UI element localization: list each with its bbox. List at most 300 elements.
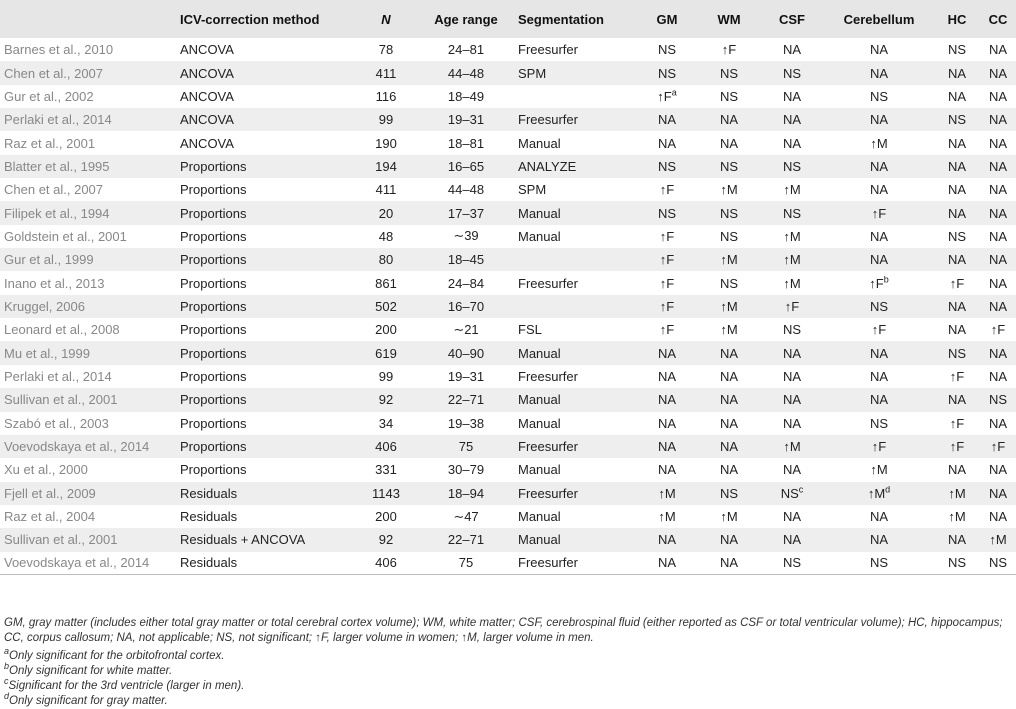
- cell-segmentation: Manual: [518, 532, 561, 548]
- cell-hc: ↑F: [949, 439, 965, 455]
- cell-segmentation: Manual: [518, 462, 561, 478]
- cell-wm: NS: [719, 205, 739, 221]
- cell-segmentation: Manual: [518, 135, 561, 151]
- cell-segmentation: [518, 295, 636, 318]
- cell-cerebellum: ↑M: [870, 135, 888, 151]
- cell-age-range: 24–84: [447, 275, 485, 291]
- table-row: [0, 318, 1016, 341]
- cell-age-range: 16–70: [447, 298, 485, 314]
- cell-study: Voevodskaya et al., 2014: [4, 439, 150, 455]
- cell-cc: NA: [988, 42, 1008, 58]
- footnote-abbreviations: GM, gray matter (includes either total gray matter or total cerebral cortex volume); WM, white matter; CSF, cerebrospinal fluid (either reported as CSF or total ventricular volume); HC, hippocampus; CC, corpus callosum; NA, not applicable; NS, not significant; ↑F, larger volume in women; ↑M, larger volume in men.: [4, 617, 1003, 644]
- cell-study: Chen et al., 2007: [4, 65, 104, 81]
- cell-n: 406: [375, 439, 397, 455]
- cell-segmentation: Freesurfer: [518, 485, 578, 501]
- cell-hc: ↑F: [949, 415, 965, 431]
- cell-method: ANCOVA: [180, 112, 234, 128]
- cell-study: Mu et al., 1999: [4, 345, 90, 361]
- cell-n: 619: [375, 345, 397, 361]
- cell-study: Perlaki et al., 2014: [4, 112, 112, 128]
- header-n: N: [381, 11, 391, 27]
- cell-method: ANCOVA: [180, 135, 234, 151]
- table-row: [0, 108, 1016, 131]
- cell-age-range: 24–81: [447, 42, 485, 58]
- cell-n: 116: [375, 88, 397, 104]
- cell-segmentation: ANALYZE: [518, 158, 577, 174]
- cell-cc: NA: [988, 205, 1008, 221]
- footnote-mark: d: [4, 691, 10, 702]
- cell-hc: NS: [947, 345, 967, 361]
- cell-study: Fjell et al., 2009: [4, 485, 96, 501]
- cell-cerebellum: NA: [869, 65, 889, 81]
- cell-n: 99: [378, 112, 394, 128]
- table-row: [0, 38, 1016, 61]
- cell-cc: NA: [988, 415, 1008, 431]
- cell-method: Residuals + ANCOVA: [180, 532, 306, 548]
- cell-n: 20: [378, 205, 394, 221]
- cell-method: Residuals: [180, 555, 238, 571]
- cell-study: Filipek et al., 1994: [4, 205, 110, 221]
- cell-cc: ↑F: [990, 322, 1006, 338]
- cell-cerebellum: NA: [869, 42, 889, 58]
- cell-age-range: 30–79: [447, 462, 485, 478]
- footnote-marker: b: [883, 274, 889, 285]
- cell-hc: NA: [947, 158, 967, 174]
- cell-n: 194: [375, 158, 397, 174]
- cell-study: Perlaki et al., 2014: [4, 368, 112, 384]
- cell-csf: NA: [782, 532, 802, 548]
- cell-study: Gur et al., 1999: [4, 252, 94, 268]
- cell-wm: NS: [719, 158, 739, 174]
- cell-cc: NA: [988, 275, 1008, 291]
- cell-n: 80: [378, 252, 394, 268]
- cell-hc: NA: [947, 88, 967, 104]
- cell-n: 331: [375, 462, 397, 478]
- cell-n: 200: [375, 322, 397, 338]
- cell-age-range: 18–49: [447, 88, 485, 104]
- cell-csf: NA: [782, 368, 802, 384]
- cell-csf: ↑M: [783, 439, 801, 455]
- table-row: [0, 248, 1016, 271]
- cell-study: Chen et al., 2007: [4, 182, 104, 198]
- table-row: [0, 458, 1016, 481]
- header-cc: CC: [988, 11, 1008, 27]
- header-row: [0, 0, 1016, 38]
- cell-cc: NA: [988, 462, 1008, 478]
- cell-hc: NA: [947, 252, 967, 268]
- cell-method: Proportions: [180, 368, 247, 384]
- cell-hc: ↑M: [948, 485, 966, 501]
- cell-study: Kruggel, 2006: [4, 298, 85, 314]
- cell-wm: NS: [719, 65, 739, 81]
- cell-age-range: 44–48: [447, 182, 485, 198]
- cell-wm: NS: [719, 275, 739, 291]
- cell-cc: NA: [988, 112, 1008, 128]
- cell-cerebellum: NS: [869, 298, 889, 314]
- cell-wm: ↑M: [720, 322, 738, 338]
- cell-gm: NS: [657, 158, 677, 174]
- footnote-mark: a: [4, 646, 10, 657]
- cell-gm: NS: [657, 65, 677, 81]
- footnote-item: [4, 661, 1012, 679]
- cell-study: Raz et al., 2001: [4, 135, 96, 151]
- header-study: [0, 0, 180, 38]
- footnote-mark: b: [4, 661, 10, 672]
- cell-gm: NA: [657, 415, 677, 431]
- cell-hc: NS: [947, 228, 967, 244]
- table-row: [0, 178, 1016, 201]
- cell-age-range: 17–37: [447, 205, 485, 221]
- table-footnotes: [4, 616, 1012, 709]
- cell-gm: ↑F: [659, 322, 675, 338]
- table-row: [0, 528, 1016, 551]
- cell-segmentation: FSL: [518, 322, 542, 338]
- cell-gm: NA: [657, 345, 677, 361]
- cell-cerebellum: NS: [869, 88, 889, 104]
- cell-n: 502: [375, 298, 397, 314]
- cell-gm: NA: [657, 368, 677, 384]
- cell-age-range: 40–90: [447, 345, 485, 361]
- cell-segmentation: Manual: [518, 205, 561, 221]
- cell-cerebellum: NA: [869, 158, 889, 174]
- cell-wm: NS: [719, 88, 739, 104]
- cell-cerebellum: NA: [869, 392, 889, 408]
- cell-hc: NA: [947, 205, 967, 221]
- cell-cerebellum: ↑F: [871, 205, 887, 221]
- cell-gm: ↑F: [659, 298, 675, 314]
- cell-csf: ↑F: [784, 298, 800, 314]
- cell-method: ANCOVA: [180, 88, 234, 104]
- cell-hc: NA: [947, 532, 967, 548]
- footnote-item: [4, 646, 1012, 664]
- cell-gm: NS: [657, 205, 677, 221]
- cell-method: Proportions: [180, 158, 247, 174]
- table-row: [0, 201, 1016, 224]
- cell-n: 411: [375, 182, 397, 198]
- cell-age-range: 16–65: [447, 158, 485, 174]
- cell-gm: NA: [657, 462, 677, 478]
- cell-cerebellum: NA: [869, 368, 889, 384]
- table-row: [0, 295, 1016, 318]
- cell-gm: NA: [657, 392, 677, 408]
- cell-segmentation: Freesurfer: [518, 112, 578, 128]
- cell-method: Residuals: [180, 485, 238, 501]
- table-row: [0, 552, 1016, 575]
- cell-age-range: 75: [458, 555, 474, 571]
- cell-segmentation: Manual: [518, 228, 561, 244]
- cell-age-range: 44–48: [447, 65, 485, 81]
- cell-csf: NA: [782, 392, 802, 408]
- cell-cerebellum: $↑M^d$: [867, 484, 891, 501]
- cell-wm: NA: [719, 555, 739, 571]
- header-wm: WM: [717, 11, 741, 27]
- cell-method: Proportions: [180, 462, 247, 478]
- cell-study: Inano et al., 2013: [4, 275, 105, 291]
- cell-cerebellum: NA: [869, 532, 889, 548]
- cell-cerebellum: NA: [869, 112, 889, 128]
- cell-gm: ↑M: [658, 485, 676, 501]
- cell-wm: ↑F: [721, 42, 737, 58]
- cell-segmentation: Manual: [518, 509, 561, 525]
- cell-csf: NS: [782, 322, 802, 338]
- footnote-marker: a: [671, 87, 677, 98]
- cell-study: Szabó et al., 2003: [4, 415, 109, 431]
- cell-method: Proportions: [180, 275, 247, 291]
- cell-gm: ↑F: [659, 252, 675, 268]
- cell-csf: ↑M: [783, 228, 801, 244]
- cell-segmentation: SPM: [518, 182, 547, 198]
- cell-method: Residuals: [180, 509, 238, 525]
- cell-wm: NA: [719, 462, 739, 478]
- cell-n: 99: [378, 368, 394, 384]
- cell-method: Proportions: [180, 439, 247, 455]
- header-gm: GM: [656, 11, 678, 27]
- table-row: [0, 388, 1016, 411]
- cell-wm: NA: [719, 532, 739, 548]
- cell-hc: NA: [947, 298, 967, 314]
- header-csf: CSF: [779, 11, 805, 27]
- cell-gm: ↑M: [658, 509, 676, 525]
- table-row: [0, 412, 1016, 435]
- cell-cerebellum: ↑M: [870, 462, 888, 478]
- cell-csf: NS: [782, 158, 802, 174]
- cell-gm: ↑F: [659, 275, 675, 291]
- cell-cerebellum: NA: [869, 182, 889, 198]
- cell-segmentation: Freesurfer: [518, 275, 578, 291]
- header-segmentation: Segmentation: [518, 11, 604, 27]
- footnote-marker: d: [885, 484, 891, 495]
- cell-study: Goldstein et al., 2001: [4, 228, 127, 244]
- cell-gm: ↑F: [659, 182, 675, 198]
- cell-gm: NA: [657, 532, 677, 548]
- cell-segmentation: Freesurfer: [518, 555, 578, 571]
- cell-cc: NS: [988, 392, 1008, 408]
- cell-method: Proportions: [180, 298, 247, 314]
- cell-study: Voevodskaya et al., 2014: [4, 555, 150, 571]
- cell-cerebellum: NA: [869, 252, 889, 268]
- cell-cc: NA: [988, 298, 1008, 314]
- cell-segmentation: Freesurfer: [518, 368, 578, 384]
- cell-hc: NA: [947, 322, 967, 338]
- cell-n: 200: [375, 509, 397, 525]
- header-hc: HC: [947, 11, 967, 27]
- cell-csf: NA: [782, 135, 802, 151]
- cell-n: 92: [378, 392, 394, 408]
- cell-segmentation: [518, 85, 636, 108]
- cell-cerebellum: ↑F: [871, 322, 887, 338]
- cell-cc: ↑F: [990, 439, 1006, 455]
- cell-age-range: 19–38: [447, 415, 485, 431]
- cell-method: Proportions: [180, 345, 247, 361]
- cell-wm: NA: [719, 415, 739, 431]
- cell-n: 190: [375, 135, 397, 151]
- cell-hc: NA: [947, 65, 967, 81]
- cell-cc: NA: [988, 65, 1008, 81]
- footnote-marker: c: [798, 484, 804, 495]
- cell-gm: NA: [657, 112, 677, 128]
- cell-gm: NA: [657, 439, 677, 455]
- cell-csf: NS: [782, 555, 802, 571]
- cell-wm: NA: [719, 112, 739, 128]
- table-row: [0, 61, 1016, 84]
- cell-hc: NA: [947, 462, 967, 478]
- cell-cerebellum: NS: [869, 555, 889, 571]
- cell-csf: NA: [782, 462, 802, 478]
- cell-cc: NA: [988, 228, 1008, 244]
- footnote-item: [4, 676, 1012, 694]
- cell-wm: ↑M: [720, 252, 738, 268]
- footnote-item: [4, 691, 1012, 709]
- cell-method: Proportions: [180, 205, 247, 221]
- cell-csf: ↑M: [783, 182, 801, 198]
- cell-wm: NA: [719, 368, 739, 384]
- cell-wm: NA: [719, 439, 739, 455]
- cell-cc: NA: [988, 485, 1008, 501]
- cell-segmentation: Manual: [518, 415, 561, 431]
- cell-cc: NA: [988, 509, 1008, 525]
- cell-age-range: 18–81: [447, 135, 485, 151]
- cell-n: 411: [375, 65, 397, 81]
- cell-wm: ↑M: [720, 509, 738, 525]
- cell-n: 406: [375, 555, 397, 571]
- footnote-text: Only significant for gray matter.: [9, 695, 168, 707]
- cell-cerebellum: NA: [869, 345, 889, 361]
- cell-method: Proportions: [180, 392, 247, 408]
- cell-wm: NS: [719, 485, 739, 501]
- cell-wm: ↑M: [720, 298, 738, 314]
- cell-wm: NA: [719, 345, 739, 361]
- cell-n: 92: [378, 532, 394, 548]
- cell-age-range: ∼39: [453, 228, 479, 244]
- cell-age-range: 22–71: [447, 532, 485, 548]
- cell-age-range: 22–71: [447, 392, 485, 408]
- cell-segmentation: SPM: [518, 65, 547, 81]
- cell-cc: NA: [988, 158, 1008, 174]
- header-age-range: Age range: [434, 11, 498, 27]
- cell-n: 861: [375, 275, 397, 291]
- cell-cc: NA: [988, 135, 1008, 151]
- cell-hc: NS: [947, 112, 967, 128]
- cell-study: Sullivan et al., 2001: [4, 392, 118, 408]
- header-method: ICV-correction method: [180, 11, 320, 27]
- cell-n: 48: [378, 228, 394, 244]
- cell-csf: NS: [782, 65, 802, 81]
- table-row: [0, 271, 1016, 294]
- cell-wm: ↑M: [720, 182, 738, 198]
- cell-csf: NS: [782, 205, 802, 221]
- cell-cerebellum: NS: [869, 415, 889, 431]
- cell-hc: NS: [947, 555, 967, 571]
- cell-cc: NA: [988, 252, 1008, 268]
- footnote-mark: c: [4, 676, 9, 687]
- cell-gm: NA: [657, 135, 677, 151]
- cell-age-range: 18–45: [447, 252, 485, 268]
- cell-age-range: 19–31: [447, 112, 485, 128]
- cell-csf: NA: [782, 112, 802, 128]
- table-row: [0, 155, 1016, 178]
- cell-csf: NA: [782, 42, 802, 58]
- cell-hc: ↑F: [949, 368, 965, 384]
- cell-method: Proportions: [180, 252, 247, 268]
- cell-csf: NA: [782, 415, 802, 431]
- cell-study: Xu et al., 2000: [4, 462, 88, 478]
- cell-cc: NA: [988, 182, 1008, 198]
- cell-segmentation: Freesurfer: [518, 439, 578, 455]
- table-row: [0, 365, 1016, 388]
- table-row: [0, 341, 1016, 364]
- cell-study: Sullivan et al., 2001: [4, 532, 118, 548]
- cell-wm: NA: [719, 392, 739, 408]
- cell-age-range: 19–31: [447, 368, 485, 384]
- cell-csf: NA: [782, 509, 802, 525]
- cell-csf: NA: [782, 88, 802, 104]
- cell-cerebellum: NA: [869, 228, 889, 244]
- cell-hc: NA: [947, 135, 967, 151]
- cell-wm: NS: [719, 228, 739, 244]
- cell-segmentation: Manual: [518, 392, 561, 408]
- table-row: [0, 505, 1016, 528]
- cell-age-range: ∼47: [453, 508, 479, 524]
- header-cerebellum: Cerebellum: [843, 11, 915, 27]
- cell-cerebellum: NA: [869, 509, 889, 525]
- cell-n: 78: [378, 42, 394, 58]
- table-row: [0, 435, 1016, 458]
- cell-age-range: ∼21: [453, 321, 479, 337]
- cell-study: Blatter et al., 1995: [4, 158, 110, 174]
- cell-hc: NS: [947, 42, 967, 58]
- table-row: [0, 482, 1016, 505]
- cell-cc: NA: [988, 345, 1008, 361]
- cell-cc: NS: [988, 555, 1008, 571]
- cell-gm: NS: [657, 42, 677, 58]
- table-row: [0, 85, 1016, 108]
- cell-study: Leonard et al., 2008: [4, 322, 120, 338]
- cell-cerebellum: $↑F^b$: [869, 274, 889, 291]
- cell-method: Proportions: [180, 182, 247, 198]
- cell-hc: NA: [947, 392, 967, 408]
- cell-cc: NA: [988, 88, 1008, 104]
- cell-gm: NA: [657, 555, 677, 571]
- cell-method: ANCOVA: [180, 42, 234, 58]
- cell-study: Gur et al., 2002: [4, 88, 94, 104]
- cell-method: Proportions: [180, 415, 247, 431]
- cell-method: Proportions: [180, 322, 247, 338]
- cell-csf: NA: [782, 345, 802, 361]
- cell-csf: $NS^c$: [780, 484, 804, 501]
- cell-segmentation: Freesurfer: [518, 42, 578, 58]
- cell-csf: ↑M: [783, 275, 801, 291]
- cell-hc: ↑F: [949, 275, 965, 291]
- cell-study: Raz et al., 2004: [4, 509, 96, 525]
- cell-method: ANCOVA: [180, 65, 234, 81]
- cell-hc: ↑M: [948, 509, 966, 525]
- footnote-text: Only significant for white matter.: [9, 665, 173, 677]
- footnote-text: Significant for the 3rd ventricle (larger in men).: [8, 680, 245, 692]
- cell-age-range: 18–94: [447, 485, 485, 501]
- cell-gm: $↑F^a$: [657, 87, 677, 104]
- footnote-text: Only significant for the orbitofrontal cortex.: [9, 650, 225, 662]
- cell-gm: ↑F: [659, 228, 675, 244]
- cell-cc: ↑M: [989, 532, 1007, 548]
- cell-age-range: 75: [458, 439, 474, 455]
- cell-segmentation: Manual: [518, 345, 561, 361]
- cell-cc: NA: [988, 368, 1008, 384]
- cell-study: Barnes et al., 2010: [4, 42, 114, 58]
- cell-method: Proportions: [180, 228, 247, 244]
- table-row: [0, 131, 1016, 154]
- table-row: [0, 225, 1016, 248]
- cell-n: 34: [378, 415, 394, 431]
